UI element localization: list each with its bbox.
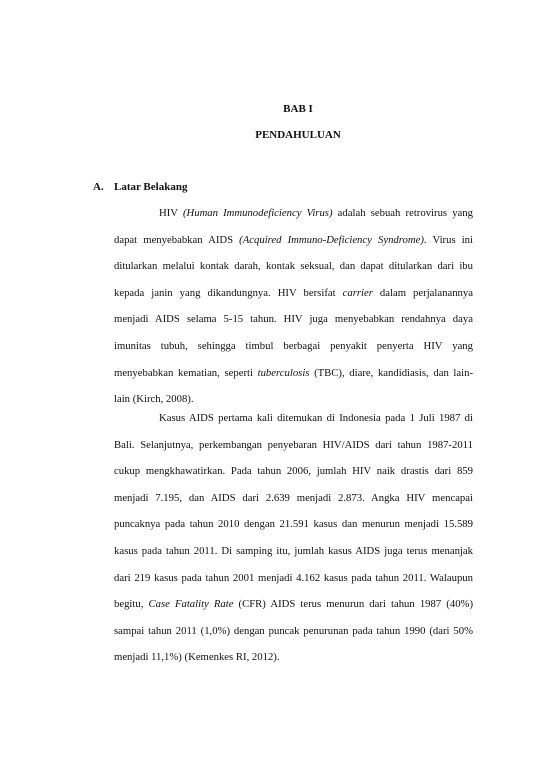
paragraph-block-2: [114, 405, 473, 671]
text-segment: (TBC), diare, kandidiasis, dan lain-lain (Kirch, 2008).: [114, 366, 474, 406]
paragraph: [114, 405, 473, 671]
section-marker: A.: [93, 181, 104, 193]
text-segment: adalah sebuah retrovirus yang dapat menyebabkan AIDS: [114, 207, 473, 246]
text-segment: (CFR) AIDS terus menurun dari tahun 1987 (40%) sampai tahun 2011 (1,0%) dengan puncak penurunan pada tahun 1990 (dari 50% menjadi 11,1%) (Kemenkes RI, 2012).: [114, 598, 474, 664]
text-segment-italic: tuberculosis: [257, 366, 310, 379]
paragraph-block-1: [114, 200, 473, 413]
section-heading: [93, 180, 187, 194]
text-segment-italic: (Acquired Immuno-Deficiency Syndrome): [239, 233, 424, 246]
paragraph: [114, 200, 473, 413]
text-segment: . Virus ini ditularkan melalui kontak darah, kontak seksual, dan dapat ditularkan dari ibu kepada janin yang dikandungnya. HIV bersifat: [114, 233, 473, 299]
section-title: Latar Belakang: [114, 181, 188, 193]
chapter-title: PENDAHULUAN: [255, 129, 341, 141]
chapter-label: BAB I: [283, 103, 313, 115]
text-segment-italic: Case Fatality Rate: [148, 598, 234, 611]
text-segment-italic: (Human Immunodeficiency Virus): [182, 207, 333, 219]
text-segment-italic: carrier: [342, 286, 373, 299]
text-segment: Kasus AIDS pertama kali ditemukan di Indonesia pada 1 Juli 1987 di Bali. Selanjutnya, perkembangan penyebaran HIV/AIDS dari tahun 1987-2011 cukup mengkhawatirkan. Pada tahun 2006, jumlah HIV naik drastis dari 859 menjadi 7.195, dan AIDS dari 2.639 menjadi 2.873. Angka HIV mencapai puncaknya pada tahun 2010 dengan 21.591 kasus dan menurun menjadi 15.589 kasus pada tahun 2011. Di samping itu, jumlah kasus AIDS juga terus menanjak dari 219 kasus pada tahun 2001 menjadi 4.162 kasus pada tahun 2011. Walaupun begitu,: [114, 412, 473, 611]
text-segment: dalam perjalanannya menjadi AIDS selama 5-15 tahun. HIV juga menyebabkan rendahnya daya imunitas tubuh, sehingga timbul berbagai penyakit penyerta HIV yang menyebabkan kematian, seperti: [114, 286, 473, 379]
text-segment: HIV: [159, 207, 183, 219]
